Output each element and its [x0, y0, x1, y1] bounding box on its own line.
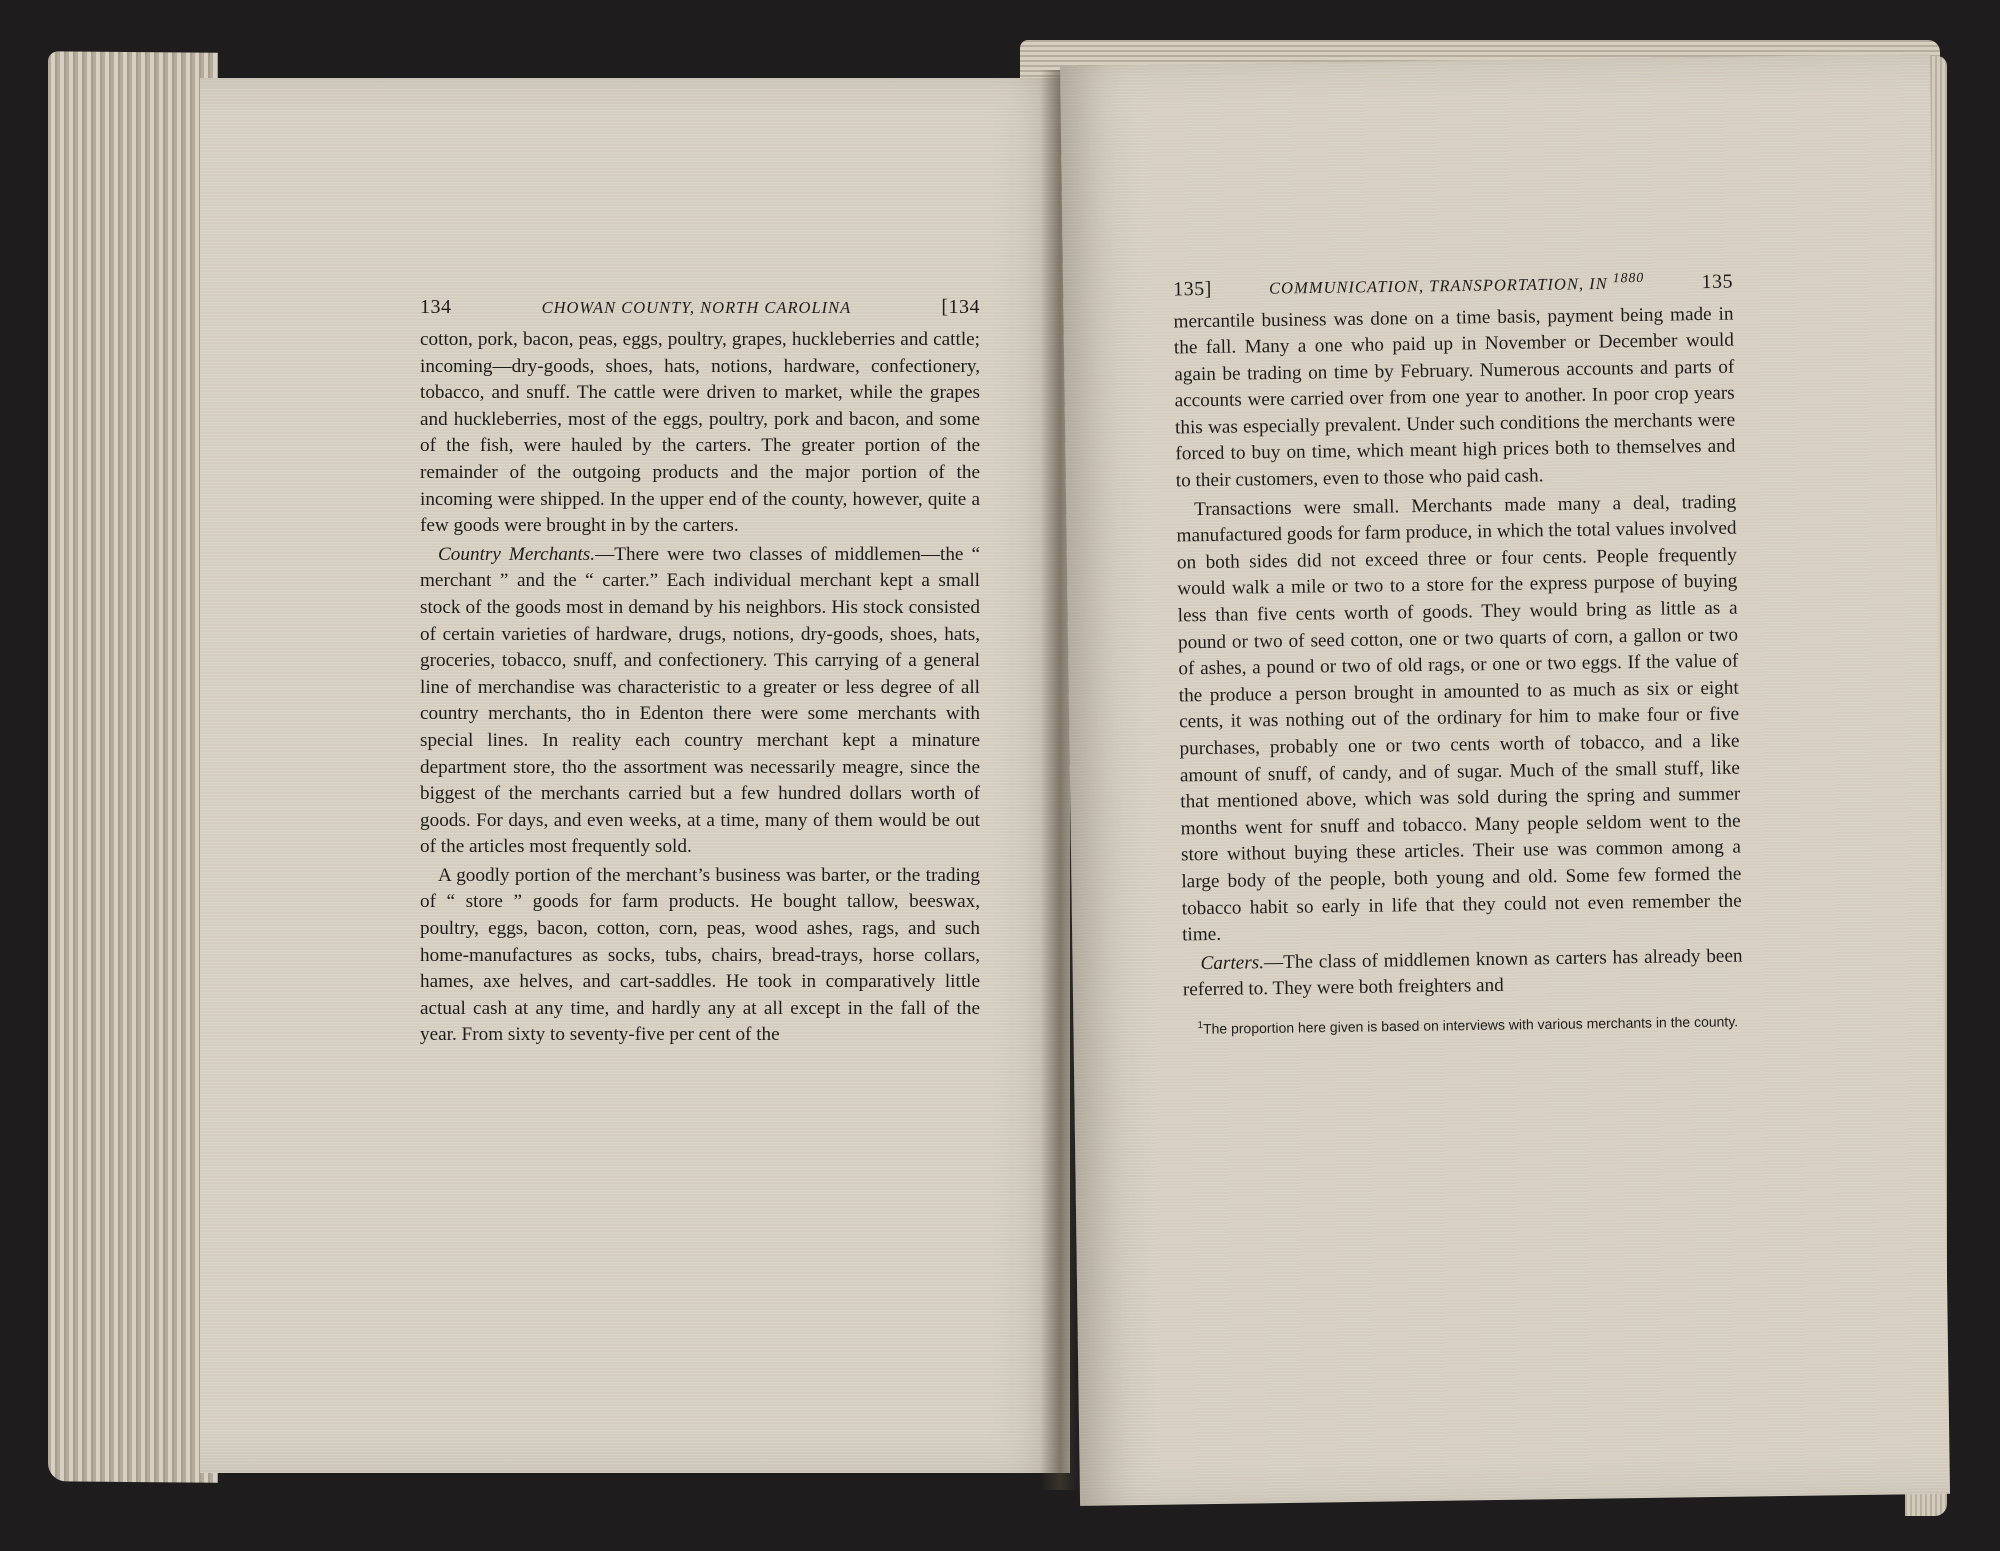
left-text-block — [420, 296, 980, 1049]
right-paragraph-3-text: —The class of middlemen known as carters has already been referred to. They were both freighters and — [1182, 945, 1743, 1001]
footnote-marker: 1 — [1197, 1020, 1204, 1032]
right-paragraph-1: mercantile business was done on a time basis, payment being made in the fall. Many a one who paid up in November or December would again be trading on time by February. Numerous accounts and parts of accounts were carried over from one year to another. In poor crop years this was especially prevalent. Under such conditions the merchants were forced to buy on time, which meant high prices both to themselves and to their customers, even to those who paid cash. — [1173, 303, 1736, 492]
right-page-number: 135 — [1701, 270, 1734, 293]
right-paragraph-3 — [1182, 943, 1743, 1004]
right-bracket-number: 135] — [1172, 277, 1212, 300]
left-bracket-number: [134 — [941, 296, 980, 318]
left-paragraph-3: A goodly portion of the merchant’s business was barter, or the trading of “ store ” goods for farm products. He bought tallow, beeswax, poultry, eggs, bacon, cotton, corn, peas, wood ashes, rags, and such home-manufactures as socks, tubs, chairs, bread-trays, horse collars, hames, axe helves, and cart-saddles. He took in comparatively little actual cash at any time, and hardly any at all except in the fall of the year. From sixty to seventy-five per cent of the — [420, 864, 980, 1046]
right-paragraph-2: Transactions were small. Merchants made many a deal, trading manufactured goods for farm produce, in which the total values involved on both sides did not exceed three or four cents. People frequently would walk a mile or two to a store for the express purpose of buying less than five cents worth of goods. They would bring as little as a pound or two of seed cotton, one or two quarts of corn, a gallon or two of ashes, a pound or two of old rags, or one or two eggs. If the value of the produce a person brought in amounted to as much as six or eight cents, it was nothing out of the ordinary for him to make four or five purchases, probably one or two cents worth of tobacco, and a like amount of snuff, of candy, and of sugar. Much of the small stuff, like that mentioned above, which was sold during the spring and summer months went for snuff and tobacco. Many people seldom went to the store without buying these articles. Their use was common among a large body of the people, both young and old. Some few formed the tobacco habit so early in life that they could not even remember the time. — [1176, 491, 1742, 946]
left-page-edges — [48, 51, 218, 1482]
left-paragraph-2 — [420, 542, 980, 861]
left-page — [200, 78, 1070, 1473]
right-running-title — [1269, 270, 1644, 299]
section-heading-carters: Carters. — [1200, 951, 1265, 974]
left-running-head — [420, 296, 980, 319]
left-paragraph-2-text: —There were two classes of middlemen—the “ merchant ” and the “ carter.” Each individual merchant kept a small stock of the goods most in demand by his neighbors. His stock consisted of certain varieties of hardware, drugs, notions, dry-goods, shoes, hats, groceries, tobacco, snuff, and confectionery. This carrying of a general line of merchandise was characteristic to a greater or less degree of all country merchants, tho in Edenton there were some merchants with special lines. In reality each country merchant kept a minature department store, tho the assortment was necessarily meagre, since the biggest of the merchants carried but a few hundred dollars worth of goods. For days, and even weeks, at a time, many of them would be out of the articles most frequently sold. — [420, 543, 980, 858]
right-page — [1060, 54, 1950, 1506]
right-running-head — [1173, 269, 1733, 301]
footnote — [1183, 1008, 1743, 1038]
right-text-block — [1173, 269, 1744, 1053]
section-heading-country-merchants: Country Merchants. — [438, 543, 596, 565]
left-page-number: 134 — [420, 296, 452, 318]
left-paragraph-1: cotton, pork, bacon, peas, eggs, poultry, grapes, huckleberries and cattle; incoming—dry-goods, shoes, hats, notions, hardware, confectionery, tobacco, and snuff. The cattle were driven to market, while the grapes and huckleberries, most of the eggs, poultry, pork and bacon, and some of the fish, were hauled by the carters. The greater portion of the remainder of the outgoing products and the major portion of the incoming were shipped. In the upper end of the county, however, quite a few goods were brought in by the carters. — [420, 329, 980, 537]
right-running-title-text: COMMUNICATION, TRANSPORTATION, IN — [1268, 273, 1608, 298]
footnote-text: The proportion here given is based on interviews with various merchants in the county. — [1202, 1013, 1739, 1037]
right-running-title-year: 1880 — [1612, 269, 1645, 286]
left-running-title: CHOWAN COUNTY, NORTH CAROLINA — [541, 298, 852, 317]
